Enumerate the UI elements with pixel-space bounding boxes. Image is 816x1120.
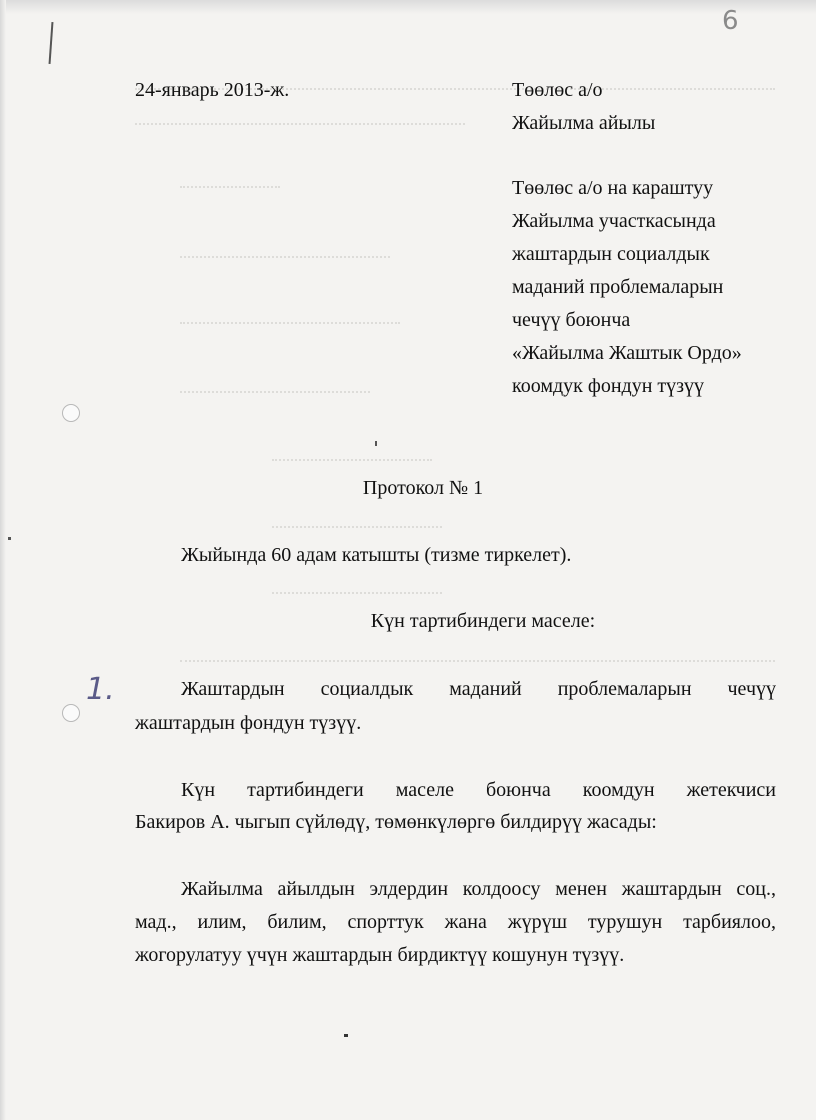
bleed-through-line (272, 526, 442, 538)
recipient-line: Төөлөс а/о (512, 79, 603, 101)
paragraph-line: жогорулатуу үчүн жаштардын бирдиктүү кошунун түзүү. (135, 944, 625, 966)
recipient-line: «Жайылма Жаштык Ордо» (512, 342, 742, 364)
paragraph-line: Жаштардын социалдык маданий проблемаларын чечүү (181, 678, 776, 700)
paragraph-line: мад., илим, билим, спорттук жана жүрүш турушун тарбиялоо, (135, 911, 776, 933)
bleed-through-line (272, 592, 442, 604)
handwritten-margin-number: 1. (86, 672, 115, 707)
paragraph-line: Бакиров А. чыгып сүйлөдү, төмөнкүлөргө билдирүү жасады: (135, 811, 657, 833)
bleed-through-line (180, 186, 280, 198)
scan-speck (8, 537, 11, 540)
handwritten-stroke (49, 22, 54, 64)
recipient-line: маданий проблемаларын (512, 276, 724, 298)
bleed-through-line (180, 391, 370, 403)
scan-edge-left (0, 0, 6, 1120)
handwritten-page-number: 6 (722, 6, 739, 36)
scan-speck (344, 1034, 348, 1037)
recipient-line: Жайылма айылы (512, 112, 656, 134)
attendance-text: Жыйында 60 адам катышты (тизме тиркелет). (181, 544, 572, 566)
bleed-through-line (180, 660, 775, 672)
recipient-line: коомдук фондун түзүү (512, 375, 705, 397)
bleed-through-line (135, 123, 465, 135)
scan-speck (375, 441, 377, 446)
binder-hole (62, 704, 80, 722)
recipient-line: жаштардын социалдык (512, 243, 710, 265)
document-date: 24-январь 2013-ж. (135, 79, 290, 101)
protocol-title: Протокол № 1 (362, 477, 484, 499)
recipient-line: чечүү боюнча (512, 309, 631, 331)
binder-hole (62, 404, 80, 422)
agenda-heading: Күн тартибиндеги маселе: (370, 610, 596, 632)
recipient-line: Төөлөс а/о на караштуу (512, 177, 714, 199)
bleed-through-line (180, 256, 390, 268)
paragraph-line: Күн тартибиндеги маселе боюнча коомдун жетекчиси (181, 779, 776, 801)
paragraph-line: жаштардын фондун түзүү. (135, 712, 362, 734)
paragraph-line: Жайылма айылдын элдердин колдоосу менен жаштардын соц., (181, 878, 776, 900)
bleed-through-line (272, 459, 432, 471)
bleed-through-line (180, 322, 400, 334)
recipient-line: Жайылма участкасында (512, 210, 716, 232)
scan-edge-top (0, 0, 816, 14)
